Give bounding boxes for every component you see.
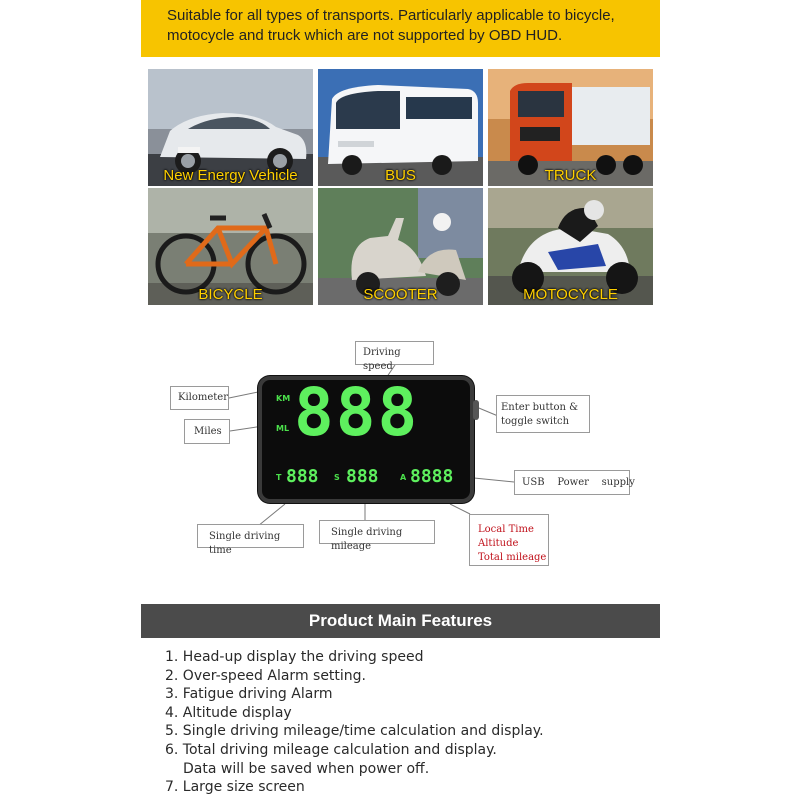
vehicle-label: New Energy Vehicle xyxy=(163,167,298,184)
feature-item: 4. Altitude display xyxy=(165,704,292,721)
callout-text: Kilometer xyxy=(178,392,229,403)
vehicle-tile-motorcycle xyxy=(488,188,653,305)
callout-enter-button xyxy=(496,395,590,433)
callout-single-time xyxy=(197,524,304,556)
feature-item: 2. Over-speed Alarm setting. xyxy=(165,667,367,684)
altitude-readout: 8888 xyxy=(410,466,454,487)
features-header xyxy=(141,604,660,638)
vehicle-grid xyxy=(148,69,653,305)
callout-usb-power xyxy=(514,470,635,495)
vehicle-label: BUS xyxy=(385,167,416,184)
speed-readout: 888 xyxy=(294,374,420,451)
hud-diagram xyxy=(160,336,640,576)
callout-kilometer xyxy=(170,386,229,410)
vehicle-label: SCOOTER xyxy=(363,286,438,303)
features-list xyxy=(165,648,685,797)
vehicle-label: MOTOCYCLE xyxy=(523,286,618,303)
callout-text: Enter button & xyxy=(501,402,579,413)
feature-item-note: Data will be saved when power off. xyxy=(183,760,430,777)
callout-text: Total mileage xyxy=(478,552,547,563)
callout-text: Driving speed xyxy=(363,347,401,372)
callout-driving-speed xyxy=(355,341,434,372)
feature-item: 1. Head-up display the driving speed xyxy=(165,649,424,665)
callout-time-altitude-mileage xyxy=(469,514,549,566)
ml-indicator: ML xyxy=(276,424,290,433)
callout-text: Miles xyxy=(194,426,222,437)
time-readout: 888 xyxy=(286,466,319,487)
mileage-readout: 888 xyxy=(346,466,379,487)
s-indicator: S xyxy=(334,473,340,482)
vehicle-tile-truck xyxy=(488,69,653,186)
km-indicator: KM xyxy=(276,394,291,403)
vehicle-label: TRUCK xyxy=(544,167,597,184)
vehicle-tile-bicycle xyxy=(148,188,313,305)
callout-text: Single driving mileage xyxy=(331,527,403,552)
callout-text: Single driving time xyxy=(209,531,281,556)
callout-text: Local Time xyxy=(478,524,534,535)
hud-display xyxy=(258,376,474,503)
vehicle-tile-car xyxy=(148,69,313,186)
a-indicator: A xyxy=(400,473,407,482)
vehicle-tile-bus xyxy=(318,69,483,186)
features-title: Product Main Features xyxy=(308,611,493,630)
feature-item: 7. Large size screen xyxy=(165,779,305,796)
feature-item: 5. Single driving mileage/time calculation and display. xyxy=(165,723,544,740)
feature-item: 3. Fatigue driving Alarm xyxy=(165,686,333,703)
banner-line-2: motocycle and truck which are not supported by OBD HUD. xyxy=(167,27,563,44)
vehicle-label: BICYCLE xyxy=(198,286,263,303)
callout-text: toggle switch xyxy=(501,416,570,427)
callout-miles xyxy=(184,419,230,444)
top-banner xyxy=(141,0,660,57)
feature-item: 6. Total driving mileage calculation and display. xyxy=(165,741,497,758)
vehicle-tile-scooter xyxy=(318,188,483,305)
callout-single-mileage xyxy=(319,520,435,552)
callout-text: Altitude xyxy=(478,538,519,549)
t-indicator: T xyxy=(276,473,282,482)
banner-line-1: Suitable for all types of transports. Particularly applicable to bicycle, xyxy=(167,7,615,24)
callout-text: USB Power supply xyxy=(522,477,635,488)
side-button[interactable] xyxy=(473,400,479,420)
